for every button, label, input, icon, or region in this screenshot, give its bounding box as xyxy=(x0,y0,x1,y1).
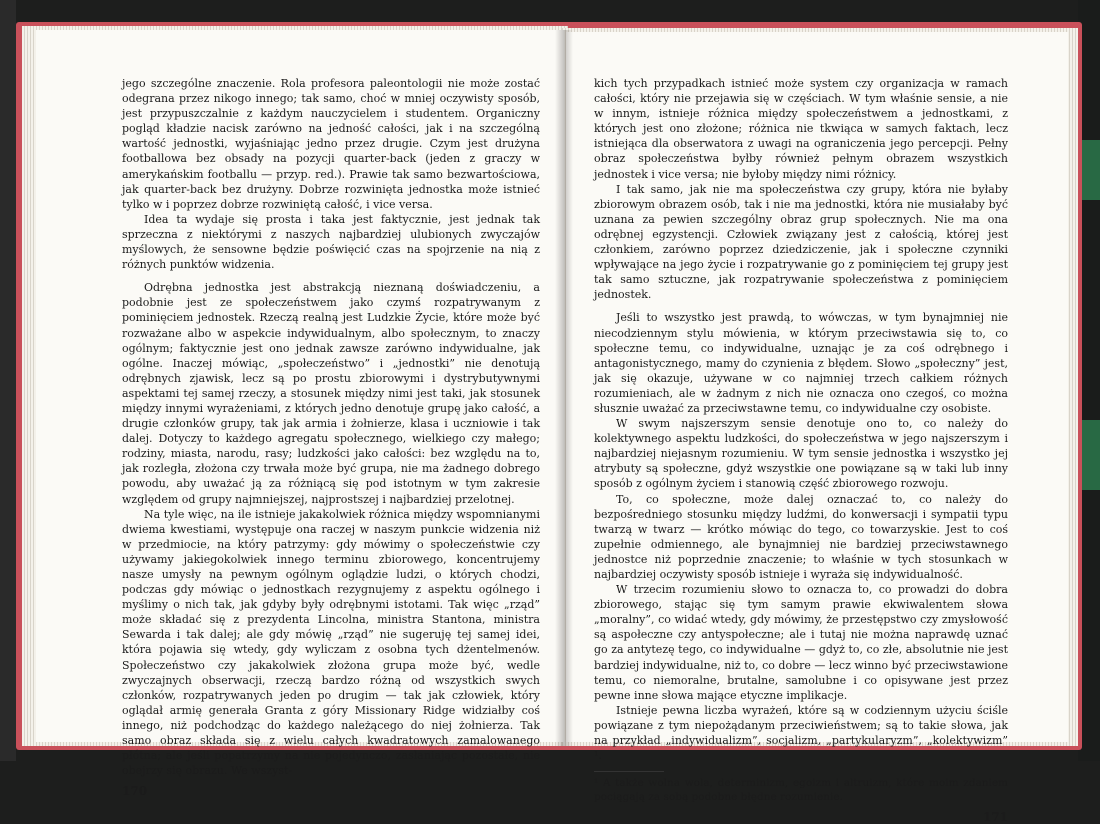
paragraph: Odrębna jednostka jest abstrakcją nieznaną doświadczeniu, a podobnie jest ze społeczeństwem jako czymś rozpatrywanym z pominięciem jednostek. Rzeczą realną jest Ludzkie Życie, które może być rozważane albo w aspekcie indywidualnym, albo społecznym, to znaczy ogólnym; faktycznie jest ono jednak zawsze zarówno indywidualne, jak ogólne. Inaczej mówiąc, „społeczeństwo” i „jednostki” nie denotują odrębnych zjawisk, lecz są po prostu zbiorowymi i dystrybutywnymi aspektami tej samej rzeczy, a stosunek między nimi jest taki, jak stosunek między innymi wyrażeniami, z których jedno denotuje grupę jako całość, a drugie członków grupy, tak jak armia i żołnierze, klasa i uczniowie i tak dalej. Dotyczy to każdego agregatu społecznego, wielkiego czy małego; rodziny, miasta, narodu, rasy; ludzkości jako całości: bez względu na to, jak rozległa, złożona czy trwała może być grupa, nie ma żadnego dobrego powodu, aby uważać ją za różniącą się pod istotnym w tym zakresie względem od grupy najmniejszej, najprostszej i najbardziej przelotnej. xyxy=(122,281,540,506)
right-page xyxy=(566,32,1068,824)
paragraph: jego szczególne znaczenie. Rola profesora paleontologii nie może zostać odegrana przez nikogo innego; tak samo, choć w mniej oczywisty sposób, jest przypuszczalnie z każdym nauczycielem i studentem. Organiczny pogląd kładzie nacisk zarówno na jedność całości, jak i na szczególną wartość jednostki, wyjaśniając jedno przez drugie. Czym jest drużyna footballowa bez obsady na pozycji quarter-back (jeden z graczy w amerykańskim footballu — przyp. red.). Prawie tak samo bezwartościowa, jak quarter-back bez drużyny. Dobrze rozwinięta jednostka może istnieć tylko w i poprzez dobrze rozwiniętą całość, i vice versa. xyxy=(122,77,540,211)
page-number: 171 xyxy=(982,810,1008,824)
footnote-rule xyxy=(594,771,664,772)
background-green-stripe xyxy=(1082,140,1100,200)
paragraph: Na tyle więc, na ile istnieje jakakolwiek różnica między wspomnianymi dwiema kwestiami, występuje ona raczej w naszym punkcie widzenia niż w przedmiocie, na który patrzymy: gdy mówimy o społeczeństwie czy używamy jakiegokolwiek innego terminu zbiorowego, koncentrujemy nasze umysły na pewnym ogólnym oglądzie ludzi, o których chodzi, podczas gdy mówiąc o jednostkach rezygnujemy z aspektu ogólnego i myślimy o nich tak, jak gdyby były odrębnymi istotami. Tak więc „rząd” może składać się z prezydenta Lincolna, ministra Stantona, ministra Sewarda i tak dalej; ale gdy mówię „rząd” nie sugeruję tej samej idei, która pojawia się wtedy, gdy wyliczam z osobna tych dżentelmenów. Społeczeństwo czy jakakolwiek złożona grupa może być, wedle zwyczajnych obserwacji, rzeczą bardzo różną od wszystkich swych członków, rozpatrywanych jeden po drugim — tak jak człowiek, który oglądał armię generała Granta z góry Missionary Ridge widziałby coś innego, niż podchodząc do każdego należącego do niej żołnierza. Tak samo obraz składa się z wielu całych kwadratowych zamalowanego płótna; ale jeśli popatrzymy na nie pojedynczo, zasłaniając pozostałe, nie obejrzy się obrazu. We wszyst- xyxy=(122,507,540,778)
background-green-stripe-lower xyxy=(1082,420,1100,490)
paragraph: kich tych przypadkach istnieć może system czy organizacja w ramach całości, który nie przejawia się w częściach. W tym właśnie sensie, a nie w innym, istnieje różnica między społeczeństwem a jednostkami, z których jest ono złożone; różnica nie tkwiąca w samych faktach, lecz istniejąca dla obserwatora z uwagi na ograniczenia jego percepcji. Pełny obraz społeczeństwa byłby również pełnym obrazem wszystkich jednostek i vice versa; nie byłoby między nimi różnicy. xyxy=(594,77,1008,181)
paragraph: W swym najszerszym sensie denotuje ono to, co należy do kolektywnego aspektu ludzkości, do społeczeństwa w jego najszerszym i najbardziej niejasnym rozumieniu. W tym sensie jednostka i wszystko jej atrybuty są społeczne, gdyż wszystkie one powiązane są w taki lub inny sposób z ogólnym życiem i stanowią część zbiorowego rozwoju. xyxy=(594,417,1008,491)
paragraph: I tak samo, jak nie ma społeczeństwa czy grupy, która nie byłaby zbiorowym obrazem osób, tak i nie ma jednostki, która nie musiałaby być uznana za pewien szczególny obraz grup społecznych. Nie ma ona odrębnej egzystencji. Człowiek związany jest z całością, której jest członkiem, zarówno poprzez dziedziczenie, jak i społeczne czynniki wpływające na jego życie i rozpatrywanie go z pominięciem tej grupy jest tak samo sztuczne, jak rozpatrywanie społeczeństwa z pominięciem jednostek. xyxy=(594,182,1008,302)
left-page-text xyxy=(122,76,540,778)
paragraph: Jeśli to wszystko jest prawdą, to wówczas, w tym bynajmniej nie niecodziennym stylu mówienia, w którym przeciwstawia się to, co społeczne temu, co indywidualne, uznając je za coś odrębnego i antagonistycznego, mamy do czynienia z błędem. Słowo „społeczny” jest, jak się okazuje, używane w co najmniej trzech całkiem różnych rozumieniach, ale w żadnym z nich nie oznacza ono czegoś, co można słusznie uważać za przeciwstawne temu, co indywidualne czy osobiste. xyxy=(594,311,1008,415)
left-page xyxy=(36,30,564,799)
footnote: ¹ A także wolna wola, determinizm, egoizm i altruizm, które moim zdaniem pociągają za sobą podobne błędne rozumienie. xyxy=(594,777,1008,804)
paragraph: W trzecim rozumieniu słowo to oznacza to, co prowadzi do dobra zbiorowego, stając się tym samym prawie ekwiwalentem słowa „moralny”, co widać wtedy, gdy mówimy, że przestępstwo czy zmysłowość są aspołeczne czy antyspołeczne; ale i tutaj nie można naprawdę uznać go za antytezę tego, co indywidualne — gdyż to, co złe, absolutnie nie jest bardziej indywidualne, niż to, co dobre — lecz winno być przeciwstawione temu, co niemoralne, brutalne, samolubne i co opisywane jest przez pewne inne słowa mające etyczne implikacje. xyxy=(594,583,1008,702)
paragraph: Istnieje pewna liczba wyrażeń, które są w codziennym użyciu ściśle powiązane z tym niepożądanym przeciwieństwem; są to takie słowa, jak na przykład „indywidualizm”, socjalizm, „partykularyzm”, „kolektywizm” ¹. xyxy=(594,703,1008,763)
right-page-text xyxy=(594,76,1008,804)
page-number: 170 xyxy=(122,784,148,799)
background-left xyxy=(0,0,16,761)
book-fold-shadow xyxy=(555,30,573,746)
paragraph: Idea ta wydaje się prosta i taka jest faktycznie, jest jednak tak sprzeczna z niektórymi z naszych najbardziej ulubionych zwyczajów myślowych, że sensowne będzie poświęcić czas na spojrzenie na nią z różnych punktów widzenia. xyxy=(122,212,540,272)
paragraph: To, co społeczne, może dalej oznaczać to, co należy do bezpośredniego stosunku między ludźmi, do konwersacji i sympatii typu twarzą w twarz — krótko mówiąc do tego, co towarzyskie. Jest to coś zupełnie odmiennego, ale bynajmniej nie bardziej przeciwstawnego jednostce niż poprzednie znaczenie; to właśnie w tych stosunkach w najbardziej oczywisty sposób istnieje i wyraża się indywidualność. xyxy=(594,492,1008,581)
